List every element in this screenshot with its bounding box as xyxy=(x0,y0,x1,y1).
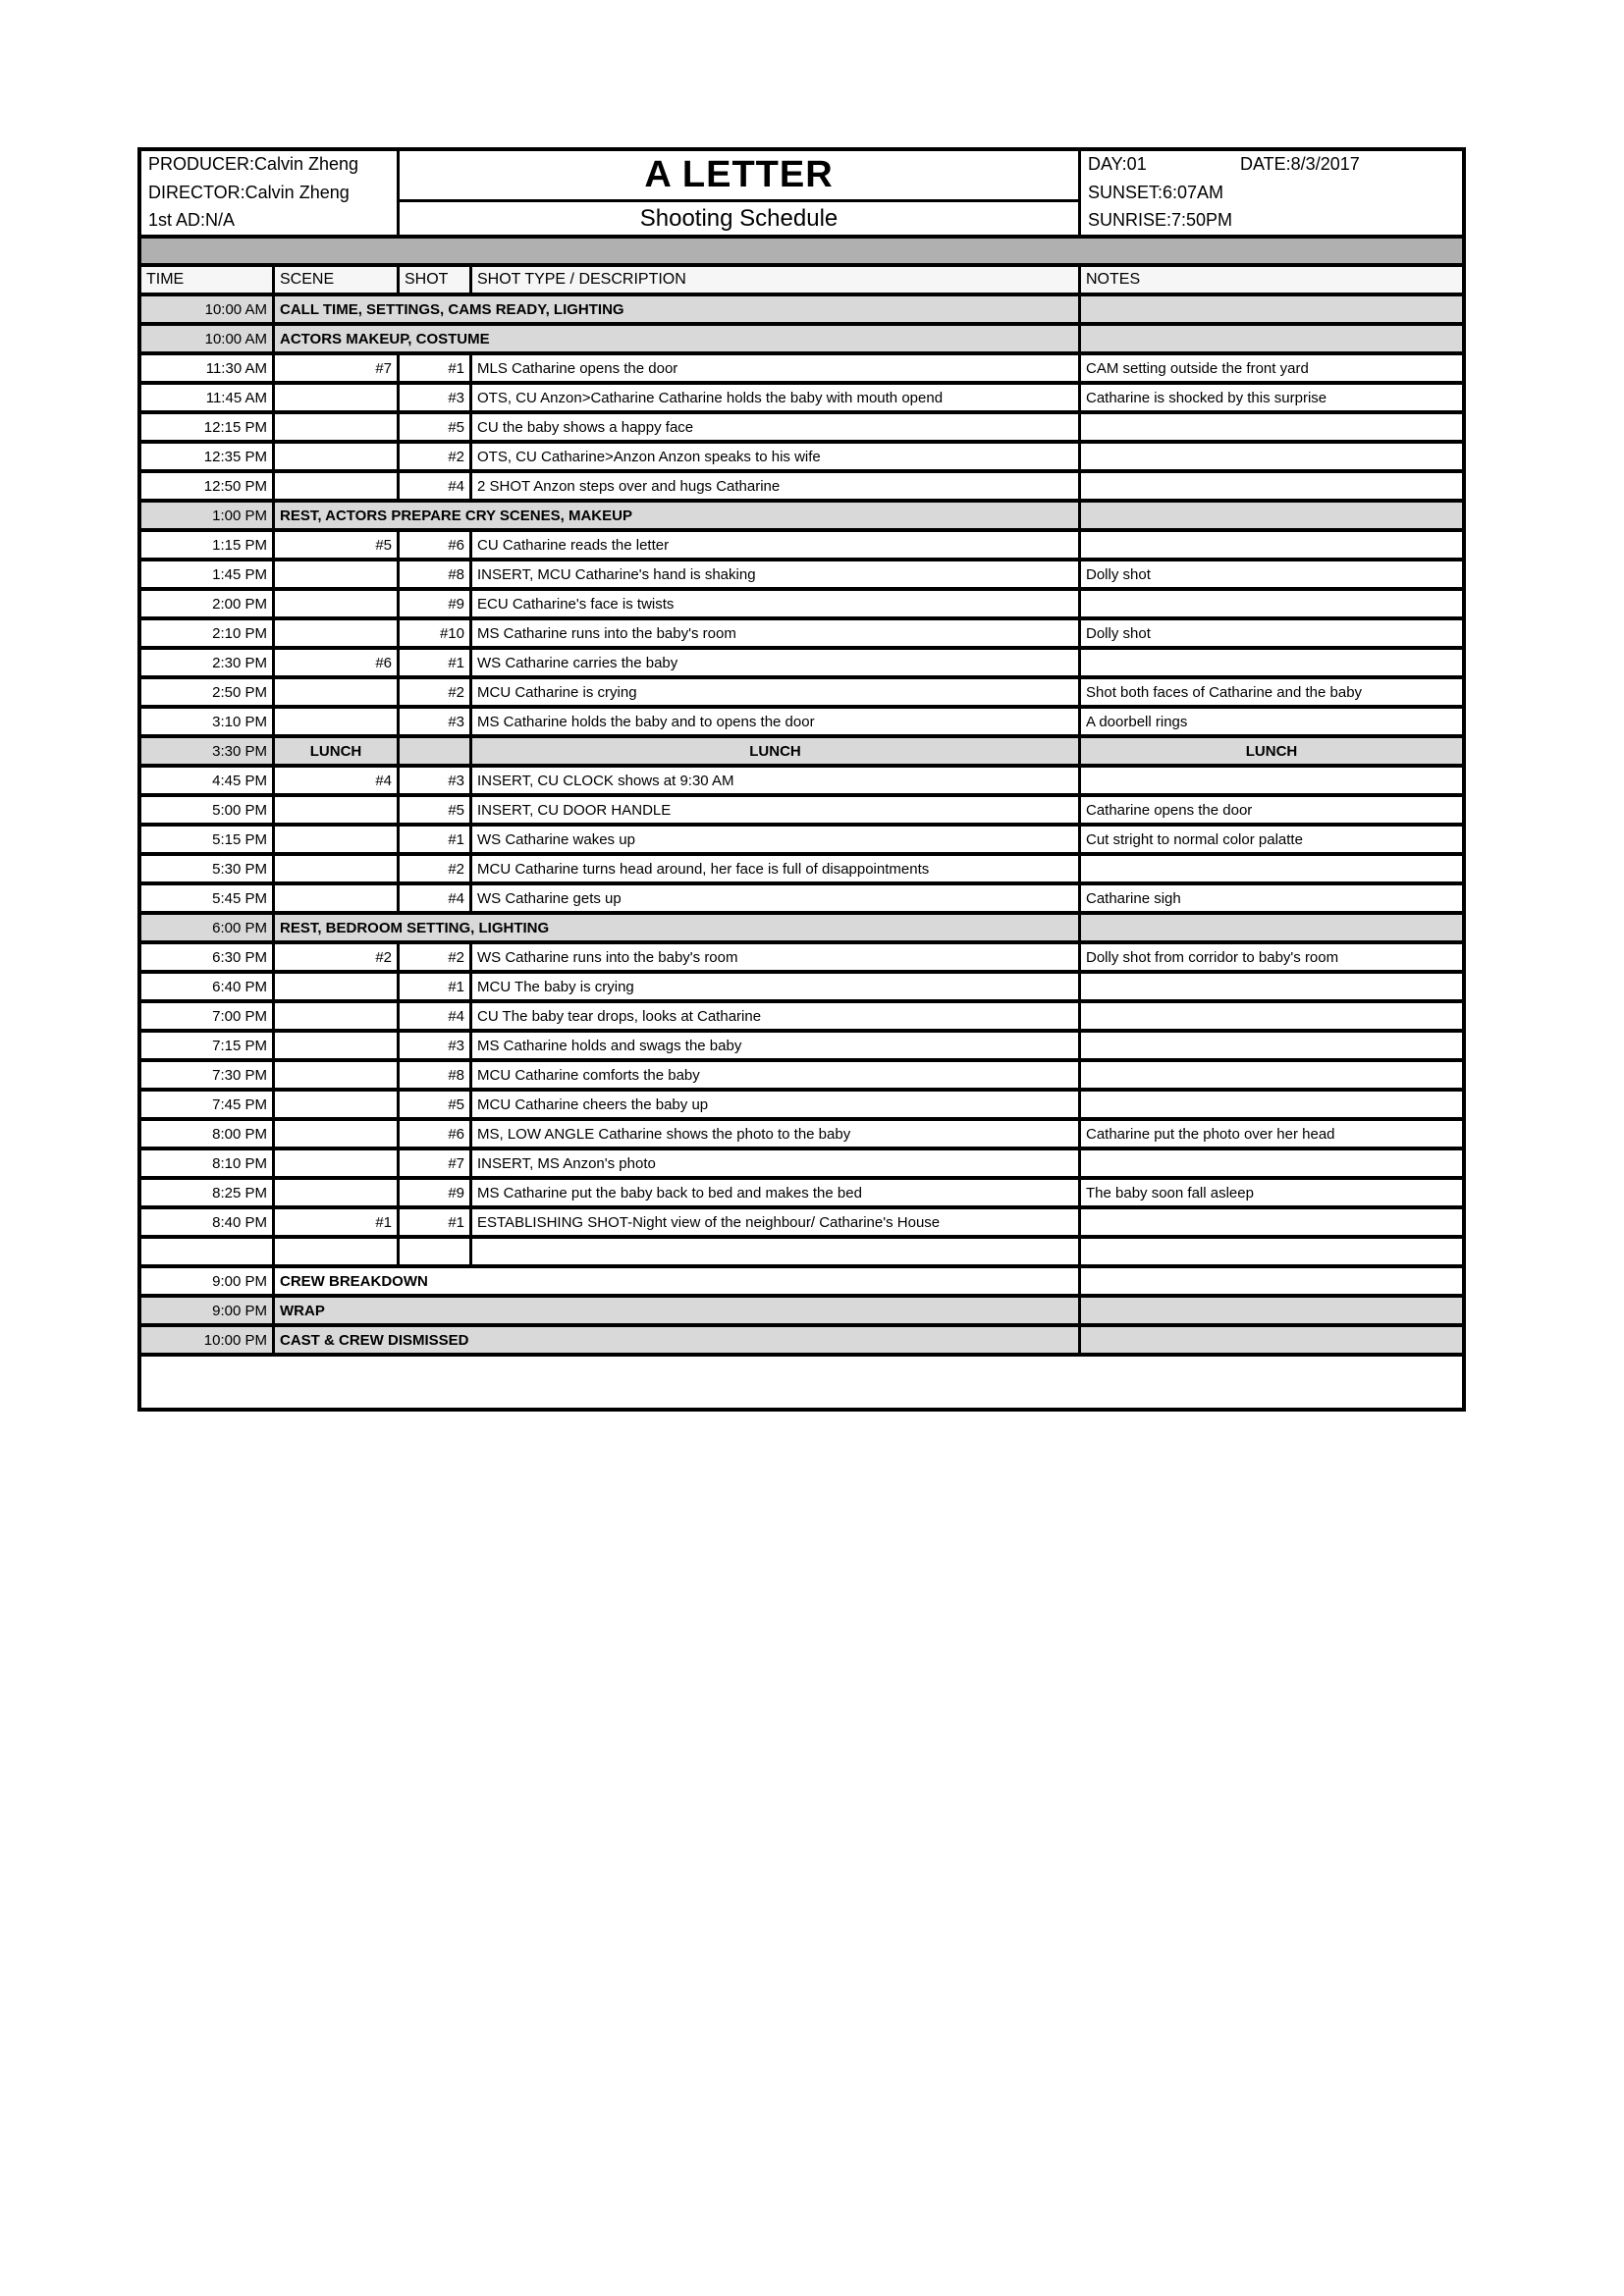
scene-cell: #1 xyxy=(275,1209,400,1235)
schedule-table xyxy=(137,263,1466,1412)
crew-info-box xyxy=(141,151,400,235)
table-row xyxy=(141,1298,1462,1327)
table-row xyxy=(141,355,1462,385)
scene-cell: #4 xyxy=(275,768,400,793)
time-cell: 8:40 PM xyxy=(141,1209,275,1235)
notes-cell xyxy=(1081,650,1462,675)
scene-cell xyxy=(275,1150,400,1176)
notes-cell xyxy=(1081,1268,1462,1294)
notes-cell xyxy=(1081,444,1462,469)
scene-cell: LUNCH xyxy=(275,738,400,764)
notes-cell: CAM setting outside the front yard xyxy=(1086,359,1309,377)
shot-cell: #8 xyxy=(400,561,472,587)
table-row xyxy=(141,620,1462,650)
shot-cell: #3 xyxy=(400,768,472,793)
table-row xyxy=(141,385,1462,414)
table-row xyxy=(141,1092,1462,1121)
notes-cell xyxy=(1081,974,1462,999)
time-cell: 2:50 PM xyxy=(141,679,275,705)
time-cell: 5:30 PM xyxy=(141,856,275,881)
time-cell: 3:30 PM xyxy=(141,738,275,764)
time-cell: 3:10 PM xyxy=(141,709,275,734)
table-row xyxy=(141,414,1462,444)
time-cell: 8:25 PM xyxy=(141,1180,275,1205)
time-cell: 6:30 PM xyxy=(141,944,275,970)
table-row xyxy=(141,856,1462,885)
schedule-subtitle: Shooting Schedule xyxy=(639,204,839,232)
notes-cell xyxy=(1081,1062,1462,1088)
table-row xyxy=(141,738,1462,768)
table-row xyxy=(141,503,1462,532)
description-cell: MS Catharine runs into the baby's room xyxy=(472,620,1081,646)
scene-cell xyxy=(275,385,400,410)
notes-cell: Dolly shot xyxy=(1086,565,1151,583)
table-row xyxy=(141,1239,1462,1268)
table-row xyxy=(141,532,1462,561)
description-cell: INSERT, CU CLOCK shows at 9:30 AM xyxy=(472,768,1081,793)
table-row xyxy=(141,974,1462,1003)
shot-cell: #4 xyxy=(400,1003,472,1029)
column-header-shot: SHOT xyxy=(400,267,472,293)
table-row xyxy=(141,650,1462,679)
scene-cell xyxy=(275,620,400,646)
shot-cell xyxy=(400,738,472,764)
table-row xyxy=(141,915,1462,944)
time-cell: 12:50 PM xyxy=(141,473,275,499)
description-cell: ESTABLISHING SHOT-Night view of the neighbour/ Catharine's House xyxy=(472,1209,1081,1235)
shot-cell: #8 xyxy=(400,1062,472,1088)
description-cell xyxy=(472,1239,1081,1264)
shot-cell: #2 xyxy=(400,856,472,881)
notes-cell xyxy=(1081,326,1462,351)
description-cell: INSERT, CU DOOR HANDLE xyxy=(472,797,1081,823)
time-cell: 8:10 PM xyxy=(141,1150,275,1176)
notes-cell xyxy=(1081,1092,1462,1117)
section-label-cell: WRAP xyxy=(275,1298,1081,1323)
shot-cell: #2 xyxy=(400,444,472,469)
shot-cell: #4 xyxy=(400,473,472,499)
shot-cell: #5 xyxy=(400,1092,472,1117)
sunrise-label: SUNRISE:7:50PM xyxy=(1088,210,1233,231)
shot-cell: #1 xyxy=(400,827,472,852)
notes-cell: Cut stright to normal color palatte xyxy=(1086,830,1303,848)
section-label-cell: CALL TIME, SETTINGS, CAMS READY, LIGHTING xyxy=(275,296,1081,322)
table-row xyxy=(141,473,1462,503)
shot-cell: #10 xyxy=(400,620,472,646)
section-label-cell: CREW BREAKDOWN xyxy=(275,1268,1081,1294)
sunset-label: SUNSET:6:07AM xyxy=(1088,182,1224,202)
scene-cell xyxy=(275,885,400,911)
description-cell: 2 SHOT Anzon steps over and hugs Catharine xyxy=(472,473,1081,499)
notes-cell: Shot both faces of Catharine and the baby xyxy=(1086,683,1363,701)
spacer-band xyxy=(137,239,1466,263)
table-row xyxy=(141,1062,1462,1092)
footer-empty-row xyxy=(141,1357,1462,1408)
time-cell: 11:45 AM xyxy=(141,385,275,410)
notes-cell xyxy=(1081,473,1462,499)
time-cell: 7:30 PM xyxy=(141,1062,275,1088)
scene-cell xyxy=(275,974,400,999)
time-cell: 5:45 PM xyxy=(141,885,275,911)
notes-cell xyxy=(1081,1150,1462,1176)
time-cell: 9:00 PM xyxy=(141,1298,275,1323)
notes-cell: The baby soon fall asleep xyxy=(1086,1184,1254,1201)
time-cell: 1:15 PM xyxy=(141,532,275,558)
shot-cell: #9 xyxy=(400,1180,472,1205)
table-row xyxy=(141,1268,1462,1298)
shot-cell: #6 xyxy=(400,1121,472,1147)
time-cell xyxy=(141,1239,275,1264)
scene-cell xyxy=(275,679,400,705)
shot-cell: #3 xyxy=(400,385,472,410)
section-label-cell: ACTORS MAKEUP, COSTUME xyxy=(275,326,1081,351)
description-cell: CU the baby shows a happy face xyxy=(472,414,1081,440)
section-label-cell: REST, ACTORS PREPARE CRY SCENES, MAKEUP xyxy=(275,503,1081,528)
day-info-box xyxy=(1081,151,1462,235)
shot-cell: #3 xyxy=(400,1033,472,1058)
notes-cell: Catharine put the photo over her head xyxy=(1086,1125,1335,1143)
time-cell: 5:15 PM xyxy=(141,827,275,852)
column-header-description: SHOT TYPE / DESCRIPTION xyxy=(472,267,1081,293)
shot-cell: #5 xyxy=(400,414,472,440)
day-label: DAY:01 xyxy=(1088,154,1147,174)
table-row xyxy=(141,561,1462,591)
description-cell: WS Catharine carries the baby xyxy=(472,650,1081,675)
scene-cell xyxy=(275,1121,400,1147)
table-row xyxy=(141,1180,1462,1209)
notes-cell xyxy=(1081,1327,1462,1353)
table-row xyxy=(141,1033,1462,1062)
section-label-cell: REST, BEDROOM SETTING, LIGHTING xyxy=(275,915,1081,940)
notes-cell xyxy=(1081,1209,1462,1235)
notes-cell: Dolly shot from corridor to baby's room xyxy=(1086,948,1339,966)
shot-cell: #4 xyxy=(400,885,472,911)
scene-cell xyxy=(275,473,400,499)
description-cell: MS Catharine put the baby back to bed and makes the bed xyxy=(472,1180,1081,1205)
scene-cell xyxy=(275,444,400,469)
description-cell: MS, LOW ANGLE Catharine shows the photo to the baby xyxy=(472,1121,1081,1147)
time-cell: 7:45 PM xyxy=(141,1092,275,1117)
notes-cell xyxy=(1081,856,1462,881)
shooting-schedule-sheet xyxy=(137,147,1466,1412)
scene-cell: #5 xyxy=(275,532,400,558)
shot-cell: #2 xyxy=(400,944,472,970)
description-cell: INSERT, MS Anzon's photo xyxy=(472,1150,1081,1176)
shot-cell: #1 xyxy=(400,355,472,381)
notes-cell: LUNCH xyxy=(1081,738,1462,764)
shot-cell: #1 xyxy=(400,1209,472,1235)
header-box xyxy=(137,147,1466,239)
shot-cell: #1 xyxy=(400,974,472,999)
scene-cell xyxy=(275,1003,400,1029)
description-cell: OTS, CU Anzon>Catharine Catharine holds the baby with mouth opend xyxy=(472,385,1081,410)
description-cell: OTS, CU Catharine>Anzon Anzon speaks to his wife xyxy=(472,444,1081,469)
time-cell: 6:00 PM xyxy=(141,915,275,940)
table-row xyxy=(141,1121,1462,1150)
notes-cell xyxy=(1081,1033,1462,1058)
time-cell: 5:00 PM xyxy=(141,797,275,823)
description-cell: MCU Catharine comforts the baby xyxy=(472,1062,1081,1088)
time-cell: 10:00 AM xyxy=(141,296,275,322)
director-line: DIRECTOR:Calvin Zheng xyxy=(148,182,350,202)
table-row xyxy=(141,797,1462,827)
section-label-cell: CAST & CREW DISMISSED xyxy=(275,1327,1081,1353)
table-row xyxy=(141,1209,1462,1239)
scene-cell xyxy=(275,1062,400,1088)
description-cell: MCU The baby is crying xyxy=(472,974,1081,999)
shot-cell: #7 xyxy=(400,1150,472,1176)
description-cell: MS Catharine holds and swags the baby xyxy=(472,1033,1081,1058)
time-cell: 1:00 PM xyxy=(141,503,275,528)
date-label: DATE:8/3/2017 xyxy=(1240,154,1360,174)
scene-cell xyxy=(275,1033,400,1058)
description-cell: CU Catharine reads the letter xyxy=(472,532,1081,558)
day-date-line xyxy=(1088,155,1460,175)
table-row xyxy=(141,1327,1462,1357)
description-cell: LUNCH xyxy=(472,738,1081,764)
column-header-time: TIME xyxy=(141,267,275,293)
producer-line: PRODUCER:Calvin Zheng xyxy=(148,154,359,174)
column-header-scene: SCENE xyxy=(275,267,400,293)
schedule-table-body xyxy=(141,296,1462,1357)
scene-cell xyxy=(275,1239,400,1264)
description-cell: ECU Catharine's face is twists xyxy=(472,591,1081,616)
scene-cell xyxy=(275,797,400,823)
scene-cell xyxy=(275,414,400,440)
description-cell: MCU Catharine is crying xyxy=(472,679,1081,705)
table-row xyxy=(141,679,1462,709)
notes-cell xyxy=(1081,414,1462,440)
shot-cell: #5 xyxy=(400,797,472,823)
scene-cell xyxy=(275,1092,400,1117)
table-row xyxy=(141,885,1462,915)
notes-cell xyxy=(1081,1239,1462,1264)
first-ad-line: 1st AD:N/A xyxy=(148,210,236,231)
table-row xyxy=(141,1003,1462,1033)
time-cell: 4:45 PM xyxy=(141,768,275,793)
shot-cell: #3 xyxy=(400,709,472,734)
table-row xyxy=(141,296,1462,326)
description-cell: MLS Catharine opens the door xyxy=(472,355,1081,381)
shot-cell: #9 xyxy=(400,591,472,616)
notes-cell xyxy=(1081,296,1462,322)
description-cell: INSERT, MCU Catharine's hand is shaking xyxy=(472,561,1081,587)
description-cell: WS Catharine runs into the baby's room xyxy=(472,944,1081,970)
time-cell: 12:15 PM xyxy=(141,414,275,440)
description-cell: MS Catharine holds the baby and to opens the door xyxy=(472,709,1081,734)
table-row xyxy=(141,709,1462,738)
scene-cell: #7 xyxy=(275,355,400,381)
table-row xyxy=(141,944,1462,974)
scene-cell xyxy=(275,591,400,616)
notes-cell: A doorbell rings xyxy=(1086,713,1188,730)
notes-cell xyxy=(1081,1003,1462,1029)
notes-cell: Catharine opens the door xyxy=(1086,801,1253,819)
scene-cell: #6 xyxy=(275,650,400,675)
time-cell: 7:15 PM xyxy=(141,1033,275,1058)
description-cell: MCU Catharine cheers the baby up xyxy=(472,1092,1081,1117)
time-cell: 1:45 PM xyxy=(141,561,275,587)
notes-cell: Catharine sigh xyxy=(1086,889,1181,907)
time-cell: 10:00 PM xyxy=(141,1327,275,1353)
scene-cell xyxy=(275,1180,400,1205)
column-header-notes: NOTES xyxy=(1086,271,1141,288)
table-row xyxy=(141,768,1462,797)
shot-cell xyxy=(400,1239,472,1264)
table-row xyxy=(141,444,1462,473)
scene-cell xyxy=(275,856,400,881)
notes-cell xyxy=(1081,768,1462,793)
description-cell: WS Catharine wakes up xyxy=(472,827,1081,852)
shot-cell: #1 xyxy=(400,650,472,675)
notes-cell xyxy=(1081,532,1462,558)
shot-cell: #6 xyxy=(400,532,472,558)
film-title: A LETTER xyxy=(400,151,1078,202)
description-cell: CU The baby tear drops, looks at Catharine xyxy=(472,1003,1081,1029)
title-box xyxy=(400,151,1081,235)
scene-cell xyxy=(275,561,400,587)
scene-cell xyxy=(275,709,400,734)
notes-cell xyxy=(1081,503,1462,528)
scene-cell: #2 xyxy=(275,944,400,970)
time-cell: 10:00 AM xyxy=(141,326,275,351)
time-cell: 9:00 PM xyxy=(141,1268,275,1294)
time-cell: 6:40 PM xyxy=(141,974,275,999)
time-cell: 2:00 PM xyxy=(141,591,275,616)
description-cell: MCU Catharine turns head around, her face is full of disappointments xyxy=(472,856,1081,881)
table-row xyxy=(141,827,1462,856)
notes-cell: Dolly shot xyxy=(1086,624,1151,642)
scene-cell xyxy=(275,827,400,852)
time-cell: 7:00 PM xyxy=(141,1003,275,1029)
table-row xyxy=(141,591,1462,620)
table-row xyxy=(141,326,1462,355)
table-row xyxy=(141,1150,1462,1180)
time-cell: 2:10 PM xyxy=(141,620,275,646)
time-cell: 2:30 PM xyxy=(141,650,275,675)
notes-cell xyxy=(1081,915,1462,940)
time-cell: 11:30 AM xyxy=(141,355,275,381)
description-cell: WS Catharine gets up xyxy=(472,885,1081,911)
time-cell: 12:35 PM xyxy=(141,444,275,469)
table-header-row xyxy=(141,267,1462,296)
notes-cell xyxy=(1081,591,1462,616)
notes-cell xyxy=(1081,1298,1462,1323)
shot-cell: #2 xyxy=(400,679,472,705)
notes-cell: Catharine is shocked by this surprise xyxy=(1086,389,1327,406)
time-cell: 8:00 PM xyxy=(141,1121,275,1147)
